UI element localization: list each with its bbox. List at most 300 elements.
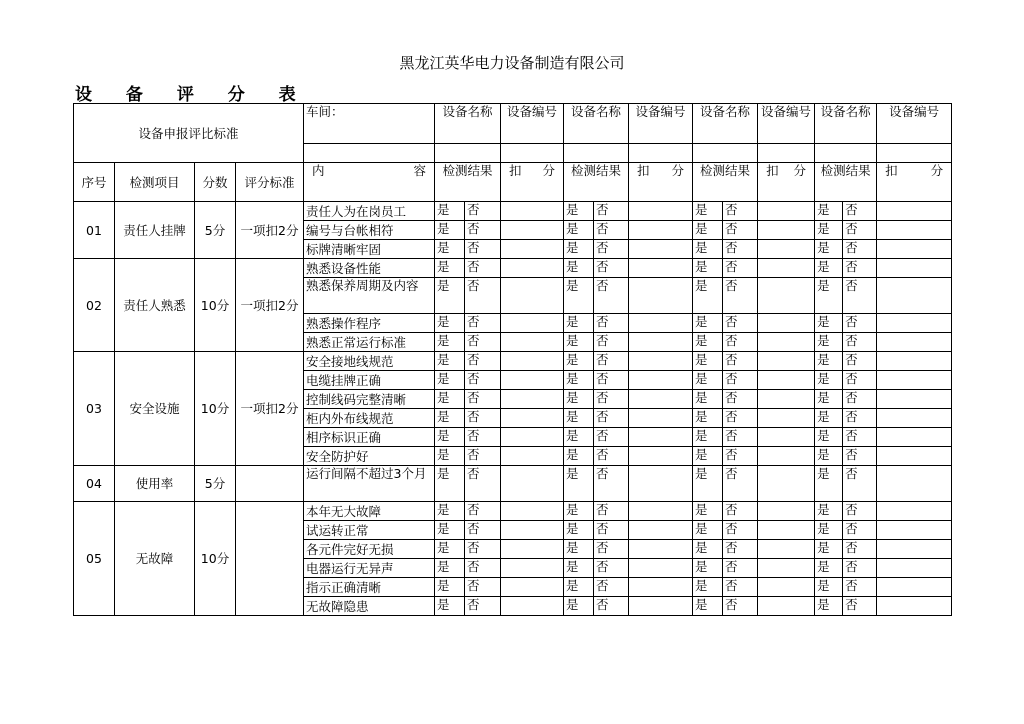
no-checkbox[interactable]: 否	[843, 314, 877, 333]
deduct-cell[interactable]	[877, 202, 952, 221]
content-header	[304, 163, 435, 202]
deduct-cell[interactable]	[629, 221, 693, 240]
yes-checkbox[interactable]: 是	[693, 371, 723, 390]
content-cell: 责任人为在岗员工	[304, 202, 435, 221]
no-checkbox[interactable]: 否	[594, 259, 629, 278]
yes-checkbox[interactable]: 是	[815, 314, 843, 333]
yes-checkbox[interactable]: 是	[435, 278, 465, 314]
content-cell: 熟悉正常运行标准	[304, 333, 435, 352]
no-checkbox[interactable]: 否	[465, 314, 501, 333]
deduct-cell[interactable]	[501, 314, 564, 333]
content-cell: 电缆挂牌正确	[304, 371, 435, 390]
no-checkbox[interactable]: 否	[843, 521, 877, 540]
yes-checkbox[interactable]: 是	[693, 352, 723, 371]
rule-cell: 一项扣2分	[236, 352, 304, 466]
content-header-b: 容	[413, 163, 427, 178]
seq-cell: 02	[74, 259, 115, 352]
deduct-cell[interactable]	[629, 447, 693, 466]
yes-checkbox[interactable]: 是	[815, 502, 843, 521]
no-checkbox[interactable]: 否	[843, 333, 877, 352]
no-checkbox[interactable]: 否	[465, 371, 501, 390]
yes-checkbox[interactable]: 是	[815, 333, 843, 352]
no-checkbox[interactable]: 否	[843, 202, 877, 221]
no-checkbox[interactable]: 否	[465, 409, 501, 428]
deduct-cell[interactable]	[758, 521, 815, 540]
content-cell: 安全防护好	[304, 447, 435, 466]
no-checkbox[interactable]: 否	[465, 540, 501, 559]
yes-checkbox[interactable]: 是	[564, 466, 594, 502]
no-checkbox[interactable]: 否	[723, 521, 758, 540]
yes-checkbox[interactable]: 是	[693, 466, 723, 502]
item-cell: 无故障	[115, 502, 195, 616]
equipment-name-value	[815, 144, 877, 163]
yes-checkbox[interactable]: 是	[564, 333, 594, 352]
deduct-cell[interactable]	[758, 447, 815, 466]
deduct-cell[interactable]	[629, 521, 693, 540]
no-checkbox[interactable]: 否	[843, 578, 877, 597]
yes-checkbox[interactable]: 是	[693, 578, 723, 597]
deduct-cell[interactable]	[501, 240, 564, 259]
no-checkbox[interactable]: 否	[723, 559, 758, 578]
no-checkbox[interactable]: 否	[594, 428, 629, 447]
no-checkbox[interactable]: 否	[723, 578, 758, 597]
no-checkbox[interactable]: 否	[843, 371, 877, 390]
equipment-code-header: 设备编号	[758, 104, 815, 144]
content-cell: 编号与台帐相符	[304, 221, 435, 240]
deduct-cell[interactable]	[758, 333, 815, 352]
content-cell: 安全接地线规范	[304, 352, 435, 371]
yes-checkbox[interactable]: 是	[693, 409, 723, 428]
deduct-header	[501, 163, 564, 202]
yes-checkbox[interactable]: 是	[815, 371, 843, 390]
no-checkbox[interactable]: 否	[594, 352, 629, 371]
yes-checkbox[interactable]: 是	[693, 428, 723, 447]
yes-checkbox[interactable]: 是	[815, 428, 843, 447]
no-checkbox[interactable]: 否	[594, 221, 629, 240]
deduct-cell[interactable]	[877, 540, 952, 559]
yes-checkbox[interactable]: 是	[815, 259, 843, 278]
yes-checkbox[interactable]: 是	[564, 221, 594, 240]
content-cell: 控制线码完整清晰	[304, 390, 435, 409]
yes-checkbox[interactable]: 是	[435, 447, 465, 466]
no-checkbox[interactable]: 否	[843, 466, 877, 502]
yes-checkbox[interactable]: 是	[435, 259, 465, 278]
yes-checkbox[interactable]: 是	[435, 202, 465, 221]
no-checkbox[interactable]: 否	[465, 447, 501, 466]
yes-checkbox[interactable]: 是	[693, 314, 723, 333]
deduct-cell[interactable]	[629, 371, 693, 390]
deduct-cell[interactable]	[629, 466, 693, 502]
yes-checkbox[interactable]: 是	[435, 333, 465, 352]
deduct-cell[interactable]	[877, 521, 952, 540]
deduct-cell[interactable]	[629, 333, 693, 352]
no-checkbox[interactable]: 否	[843, 447, 877, 466]
yes-checkbox[interactable]: 是	[564, 540, 594, 559]
deduct-cell[interactable]	[877, 278, 952, 314]
yes-checkbox[interactable]: 是	[435, 409, 465, 428]
deduct-cell[interactable]	[629, 352, 693, 371]
no-checkbox[interactable]: 否	[594, 202, 629, 221]
no-checkbox[interactable]: 否	[465, 597, 501, 616]
yes-checkbox[interactable]: 是	[815, 240, 843, 259]
yes-checkbox[interactable]: 是	[435, 240, 465, 259]
no-checkbox[interactable]: 否	[594, 502, 629, 521]
yes-checkbox[interactable]: 是	[435, 428, 465, 447]
no-checkbox[interactable]: 否	[843, 559, 877, 578]
deduct-cell[interactable]	[629, 202, 693, 221]
deduct-cell[interactable]	[501, 597, 564, 616]
deduct-cell[interactable]	[501, 352, 564, 371]
item-cell: 责任人挂牌	[115, 202, 195, 259]
yes-checkbox[interactable]: 是	[815, 559, 843, 578]
deduct-cell[interactable]	[629, 428, 693, 447]
content-cell: 相序标识正确	[304, 428, 435, 447]
equipment-code-header: 设备编号	[629, 104, 693, 144]
yes-checkbox[interactable]: 是	[564, 352, 594, 371]
no-checkbox[interactable]: 否	[843, 278, 877, 314]
equipment-name-header: 设备名称	[815, 104, 877, 144]
yes-checkbox[interactable]: 是	[435, 466, 465, 502]
no-checkbox[interactable]: 否	[723, 428, 758, 447]
no-checkbox[interactable]: 否	[465, 259, 501, 278]
no-checkbox[interactable]: 否	[594, 521, 629, 540]
yes-checkbox[interactable]: 是	[815, 278, 843, 314]
no-checkbox[interactable]: 否	[594, 597, 629, 616]
deduct-cell[interactable]	[758, 371, 815, 390]
no-checkbox[interactable]: 否	[594, 466, 629, 502]
no-checkbox[interactable]: 否	[843, 240, 877, 259]
yes-checkbox[interactable]: 是	[564, 278, 594, 314]
yes-checkbox[interactable]: 是	[435, 352, 465, 371]
no-checkbox[interactable]: 否	[723, 352, 758, 371]
deduct-cell[interactable]	[877, 221, 952, 240]
yes-checkbox[interactable]: 是	[435, 540, 465, 559]
no-checkbox[interactable]: 否	[723, 240, 758, 259]
deduct-cell[interactable]	[758, 202, 815, 221]
no-checkbox[interactable]: 否	[594, 578, 629, 597]
yes-checkbox[interactable]: 是	[693, 521, 723, 540]
yes-checkbox[interactable]: 是	[693, 502, 723, 521]
deduct-cell[interactable]	[501, 259, 564, 278]
yes-checkbox[interactable]: 是	[564, 240, 594, 259]
equipment-name-value	[693, 144, 758, 163]
equipment-name-header: 设备名称	[435, 104, 501, 144]
no-checkbox[interactable]: 否	[465, 333, 501, 352]
deduct-cell[interactable]	[877, 390, 952, 409]
content-cell: 各元件完好无损	[304, 540, 435, 559]
no-checkbox[interactable]: 否	[723, 333, 758, 352]
content-cell: 本年无大故障	[304, 502, 435, 521]
deduct-cell[interactable]	[877, 428, 952, 447]
yes-checkbox[interactable]: 是	[435, 502, 465, 521]
score-cell: 10分	[195, 352, 236, 466]
deduct-cell[interactable]	[629, 390, 693, 409]
deduct-cell[interactable]	[501, 221, 564, 240]
yes-checkbox[interactable]: 是	[815, 390, 843, 409]
no-checkbox[interactable]: 否	[465, 240, 501, 259]
yes-checkbox[interactable]: 是	[564, 371, 594, 390]
content-cell: 标牌清晰牢固	[304, 240, 435, 259]
no-checkbox[interactable]: 否	[465, 221, 501, 240]
deduct-cell[interactable]	[877, 559, 952, 578]
yes-checkbox[interactable]: 是	[815, 447, 843, 466]
no-checkbox[interactable]: 否	[843, 540, 877, 559]
deduct-cell[interactable]	[877, 502, 952, 521]
deduct-cell[interactable]	[758, 240, 815, 259]
yes-checkbox[interactable]: 是	[693, 259, 723, 278]
deduct-cell[interactable]	[501, 428, 564, 447]
item-header: 检测项目	[115, 163, 195, 202]
yes-checkbox[interactable]: 是	[435, 578, 465, 597]
deduct-cell[interactable]	[501, 278, 564, 314]
no-checkbox[interactable]: 否	[723, 202, 758, 221]
no-checkbox[interactable]: 否	[723, 540, 758, 559]
deduct-header-a: 扣	[885, 163, 898, 178]
deduct-cell[interactable]	[877, 371, 952, 390]
deduct-cell[interactable]	[758, 428, 815, 447]
no-checkbox[interactable]: 否	[465, 559, 501, 578]
deduct-cell[interactable]	[629, 259, 693, 278]
no-checkbox[interactable]: 否	[594, 409, 629, 428]
header-row-3	[74, 163, 952, 202]
no-checkbox[interactable]: 否	[465, 352, 501, 371]
no-checkbox[interactable]: 否	[594, 371, 629, 390]
deduct-cell[interactable]	[758, 466, 815, 502]
deduct-cell[interactable]	[877, 314, 952, 333]
no-checkbox[interactable]: 否	[465, 428, 501, 447]
content-cell: 熟悉操作程序	[304, 314, 435, 333]
no-checkbox[interactable]: 否	[723, 466, 758, 502]
score-cell: 10分	[195, 502, 236, 616]
deduct-cell[interactable]	[877, 578, 952, 597]
no-checkbox[interactable]: 否	[594, 540, 629, 559]
deduct-cell[interactable]	[629, 409, 693, 428]
rule-cell	[236, 466, 304, 502]
yes-checkbox[interactable]: 是	[435, 371, 465, 390]
equipment-name-value	[564, 144, 629, 163]
table-row	[74, 259, 952, 278]
deduct-cell[interactable]	[501, 447, 564, 466]
deduct-cell[interactable]	[877, 259, 952, 278]
table-row	[74, 502, 952, 521]
no-checkbox[interactable]: 否	[594, 240, 629, 259]
yes-checkbox[interactable]: 是	[693, 278, 723, 314]
yes-checkbox[interactable]: 是	[435, 221, 465, 240]
no-checkbox[interactable]: 否	[843, 597, 877, 616]
score-cell: 10分	[195, 259, 236, 352]
deduct-cell[interactable]	[758, 259, 815, 278]
no-checkbox[interactable]: 否	[594, 559, 629, 578]
yes-checkbox[interactable]: 是	[815, 597, 843, 616]
no-checkbox[interactable]: 否	[723, 278, 758, 314]
deduct-cell[interactable]	[501, 466, 564, 502]
yes-checkbox[interactable]: 是	[564, 390, 594, 409]
deduct-cell[interactable]	[758, 559, 815, 578]
no-checkbox[interactable]: 否	[594, 447, 629, 466]
deduct-cell[interactable]	[501, 578, 564, 597]
deduct-cell[interactable]	[877, 240, 952, 259]
yes-checkbox[interactable]: 是	[693, 447, 723, 466]
yes-checkbox[interactable]: 是	[815, 521, 843, 540]
deduct-cell[interactable]	[877, 447, 952, 466]
header-row-1	[74, 104, 952, 144]
yes-checkbox[interactable]: 是	[435, 597, 465, 616]
no-checkbox[interactable]: 否	[594, 314, 629, 333]
yes-checkbox[interactable]: 是	[693, 202, 723, 221]
result-header: 检测结果	[693, 163, 758, 202]
deduct-cell[interactable]	[501, 521, 564, 540]
no-checkbox[interactable]: 否	[723, 371, 758, 390]
content-cell: 熟悉保养周期及内容	[304, 278, 435, 314]
yes-checkbox[interactable]: 是	[564, 259, 594, 278]
deduct-cell[interactable]	[629, 597, 693, 616]
yes-checkbox[interactable]: 是	[435, 521, 465, 540]
no-checkbox[interactable]: 否	[723, 409, 758, 428]
yes-checkbox[interactable]: 是	[815, 409, 843, 428]
deduct-cell[interactable]	[501, 409, 564, 428]
equipment-code-value	[501, 144, 564, 163]
rule-cell	[236, 502, 304, 616]
deduct-cell[interactable]	[629, 278, 693, 314]
deduct-header-a: 扣	[766, 163, 779, 178]
result-header: 检测结果	[815, 163, 877, 202]
deduct-cell[interactable]	[629, 559, 693, 578]
no-checkbox[interactable]: 否	[465, 521, 501, 540]
yes-checkbox[interactable]: 是	[693, 240, 723, 259]
equipment-code-value	[758, 144, 815, 163]
deduct-cell[interactable]	[877, 466, 952, 502]
deduct-cell[interactable]	[758, 540, 815, 559]
deduct-cell[interactable]	[877, 333, 952, 352]
yes-checkbox[interactable]: 是	[564, 447, 594, 466]
yes-checkbox[interactable]: 是	[435, 314, 465, 333]
deduct-cell[interactable]	[758, 597, 815, 616]
yes-checkbox[interactable]: 是	[693, 540, 723, 559]
seq-cell: 01	[74, 202, 115, 259]
yes-checkbox[interactable]: 是	[815, 202, 843, 221]
score-header: 分数	[195, 163, 236, 202]
deduct-cell[interactable]	[758, 314, 815, 333]
yes-checkbox[interactable]: 是	[564, 559, 594, 578]
no-checkbox[interactable]: 否	[465, 278, 501, 314]
equipment-code-value	[877, 144, 952, 163]
yes-checkbox[interactable]: 是	[693, 333, 723, 352]
deduct-cell[interactable]	[501, 502, 564, 521]
yes-checkbox[interactable]: 是	[564, 409, 594, 428]
yes-checkbox[interactable]: 是	[564, 428, 594, 447]
deduct-cell[interactable]	[758, 578, 815, 597]
deduct-cell[interactable]	[758, 390, 815, 409]
yes-checkbox[interactable]: 是	[815, 540, 843, 559]
deduct-cell[interactable]	[758, 502, 815, 521]
yes-checkbox[interactable]: 是	[815, 221, 843, 240]
equipment-code-header: 设备编号	[501, 104, 564, 144]
no-checkbox[interactable]: 否	[594, 278, 629, 314]
workshop-blank	[304, 144, 435, 163]
no-checkbox[interactable]: 否	[594, 390, 629, 409]
deduct-cell[interactable]	[629, 578, 693, 597]
no-checkbox[interactable]: 否	[723, 597, 758, 616]
yes-checkbox[interactable]: 是	[564, 502, 594, 521]
no-checkbox[interactable]: 否	[843, 259, 877, 278]
yes-checkbox[interactable]: 是	[435, 559, 465, 578]
no-checkbox[interactable]: 否	[465, 202, 501, 221]
deduct-cell[interactable]	[501, 371, 564, 390]
content-cell: 柜内外布线规范	[304, 409, 435, 428]
deduct-cell[interactable]	[877, 409, 952, 428]
deduct-cell[interactable]	[758, 221, 815, 240]
no-checkbox[interactable]: 否	[594, 333, 629, 352]
no-checkbox[interactable]: 否	[465, 502, 501, 521]
deduct-header-b: 分	[542, 163, 556, 178]
no-checkbox[interactable]: 否	[465, 578, 501, 597]
deduct-cell[interactable]	[629, 540, 693, 559]
no-checkbox[interactable]: 否	[723, 502, 758, 521]
deduct-cell[interactable]	[629, 314, 693, 333]
score-cell: 5分	[195, 466, 236, 502]
yes-checkbox[interactable]: 是	[693, 390, 723, 409]
no-checkbox[interactable]: 否	[843, 428, 877, 447]
item-cell: 安全设施	[115, 352, 195, 466]
deduct-cell[interactable]	[501, 202, 564, 221]
no-checkbox[interactable]: 否	[843, 221, 877, 240]
yes-checkbox[interactable]: 是	[564, 202, 594, 221]
no-checkbox[interactable]: 否	[843, 352, 877, 371]
no-checkbox[interactable]: 否	[465, 390, 501, 409]
yes-checkbox[interactable]: 是	[564, 597, 594, 616]
no-checkbox[interactable]: 否	[843, 409, 877, 428]
deduct-cell[interactable]	[758, 409, 815, 428]
yes-checkbox[interactable]: 是	[564, 578, 594, 597]
deduct-cell[interactable]	[758, 352, 815, 371]
deduct-cell[interactable]	[501, 540, 564, 559]
rule-header: 评分标准	[236, 163, 304, 202]
yes-checkbox[interactable]: 是	[815, 578, 843, 597]
no-checkbox[interactable]: 否	[723, 390, 758, 409]
no-checkbox[interactable]: 否	[465, 466, 501, 502]
yes-checkbox[interactable]: 是	[815, 466, 843, 502]
deduct-cell[interactable]	[501, 390, 564, 409]
yes-checkbox[interactable]: 是	[693, 221, 723, 240]
deduct-cell[interactable]	[629, 240, 693, 259]
deduct-cell[interactable]	[758, 278, 815, 314]
deduct-cell[interactable]	[501, 333, 564, 352]
table-row	[74, 202, 952, 221]
yes-checkbox[interactable]: 是	[693, 559, 723, 578]
table-row	[74, 352, 952, 371]
no-checkbox[interactable]: 否	[723, 221, 758, 240]
no-checkbox[interactable]: 否	[723, 259, 758, 278]
equipment-code-value	[629, 144, 693, 163]
yes-checkbox[interactable]: 是	[564, 314, 594, 333]
equipment-name-value	[435, 144, 501, 163]
content-header-a: 内	[312, 163, 325, 178]
deduct-cell[interactable]	[501, 559, 564, 578]
rule-cell: 一项扣2分	[236, 259, 304, 352]
no-checkbox[interactable]: 否	[843, 390, 877, 409]
deduct-cell[interactable]	[877, 352, 952, 371]
no-checkbox[interactable]: 否	[723, 447, 758, 466]
deduct-cell[interactable]	[877, 597, 952, 616]
no-checkbox[interactable]: 否	[723, 314, 758, 333]
yes-checkbox[interactable]: 是	[693, 597, 723, 616]
no-checkbox[interactable]: 否	[843, 502, 877, 521]
seq-cell: 05	[74, 502, 115, 616]
deduct-cell[interactable]	[629, 502, 693, 521]
yes-checkbox[interactable]: 是	[815, 352, 843, 371]
yes-checkbox[interactable]: 是	[435, 390, 465, 409]
yes-checkbox[interactable]: 是	[564, 521, 594, 540]
